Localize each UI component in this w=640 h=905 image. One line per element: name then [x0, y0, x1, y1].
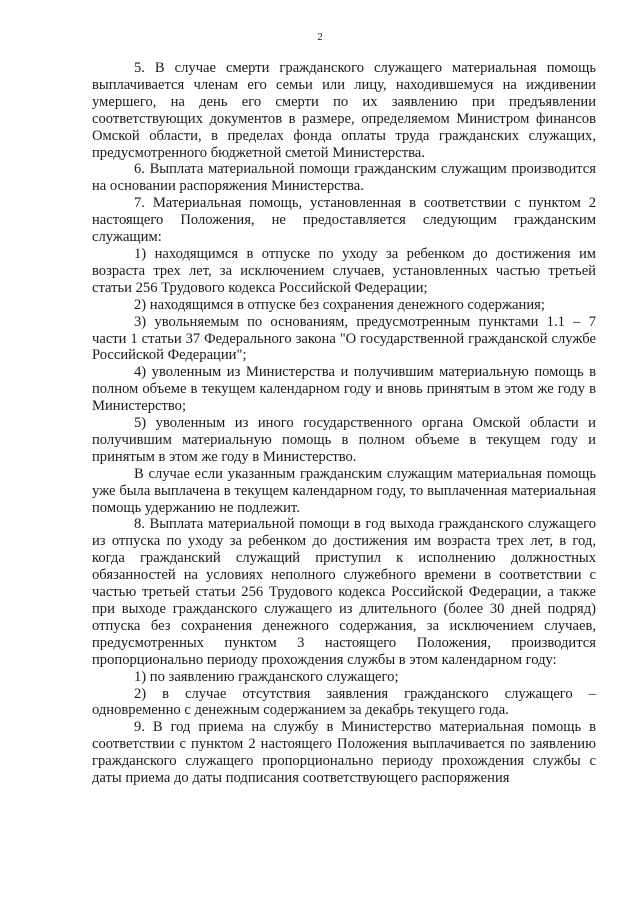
paragraph-clause-7-note: В случае если указанным гражданским служащим материальная помощь уже была выплачена в текущем календарном году, то выплаченная материальная помощь удержанию не подлежит. — [92, 465, 596, 516]
paragraph-clause-8-item-2: 2) в случае отсутствия заявления гражданского служащего – одновременно с денежным содержанием за декабрь текущего года. — [92, 685, 596, 719]
paragraph-clause-9: 9. В год приема на службу в Министерство материальная помощь в соответствии с пунктом 2 настоящего Положения выплачивается по заявлению гражданского служащего пропорционально периоду прохождения службы с даты приема до даты подписания соответствующего распоряжения — [92, 719, 596, 787]
paragraph-clause-7: 7. Материальная помощь, установленная в соответствии с пунктом 2 настоящего Положения, не предоставляется следующим гражданским служащим: — [92, 195, 596, 246]
paragraph-clause-7-item-3: 3) увольняемым по основаниям, предусмотренным пунктами 1.1 – 7 части 1 статьи 37 Федерального закона "О государственной гражданской службе Российской Федерации"; — [92, 313, 596, 364]
page-number: 2 — [317, 31, 323, 43]
paragraph-clause-8: 8. Выплата материальной помощи в год выхода гражданского служащего из отпуска по уходу за ребенком до достижения им возраста трех лет, в год, когда гражданский служащий приступил к исполнению должностных обязанностей на условиях неполного служебного времени в соответствии с частью третьей статьи 256 Трудового кодекса Российской Федерации, а также при выходе гражданского служащего из длительного (более 30 дней подряд) отпуска без сохранения денежного содержания, за исключением случаев, предусмотренных пунктом 3 настоящего Положения, производится пропорционально периоду прохождения службы в этом календарном году: — [92, 516, 596, 668]
paragraph-clause-6: 6. Выплата материальной помощи гражданским служащим производится на основании распоряжения Министерства. — [92, 161, 596, 195]
document-body — [92, 60, 596, 787]
paragraph-clause-7-item-2: 2) находящимся в отпуске без сохранения денежного содержания; — [134, 296, 545, 313]
paragraph-clause-8-item-1: 1) по заявлению гражданского служащего; — [134, 668, 399, 685]
paragraph-clause-7-item-4: 4) уволенным из Министерства и получившим материальную помощь в полном объеме в текущем календарном году и вновь принятым в этом же году в Министерство; — [92, 364, 596, 415]
paragraph-clause-7-item-5: 5) уволенным из иного государственного органа Омской области и получившим материальную помощь в полном объеме в текущем году и принятым в этом же году в Министерство. — [92, 415, 596, 465]
paragraph-clause-7-item-1: 1) находящимся в отпуске по уходу за ребенком до достижения им возраста трех лет, за исключением случаев, установленных частью третьей статьи 256 Трудового кодекса Российской Федерации; — [92, 245, 596, 296]
paragraph-clause-5: 5. В случае смерти гражданского служащего материальная помощь выплачивается членам его семьи или лицу, находившемуся на иждивении умершего, на день его смерти по их заявлению при предъявлении соответствующих документов в размере, определяемом Министром финансов Омской области, в пределах фонда оплаты труда гражданских служащих, предусмотренного бюджетной сметой Министерства. — [92, 60, 596, 161]
